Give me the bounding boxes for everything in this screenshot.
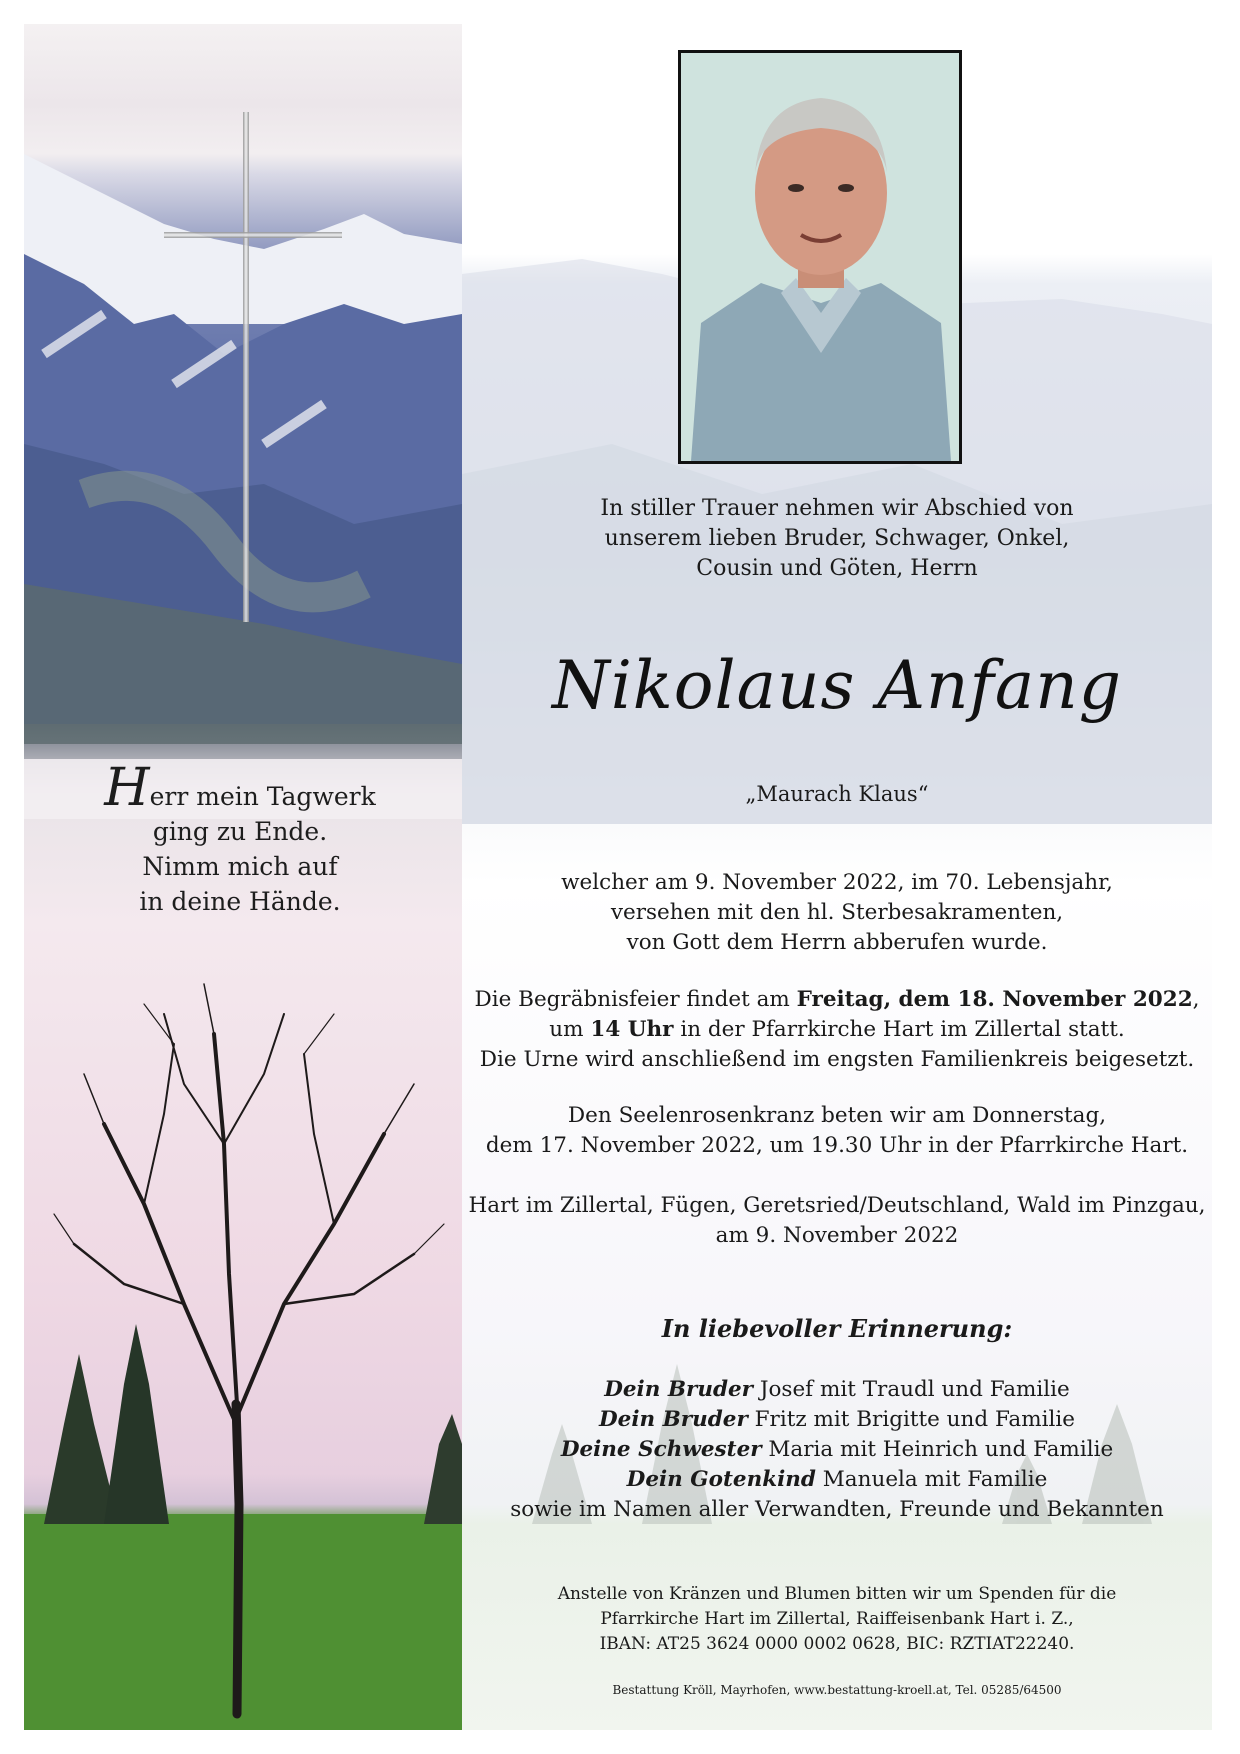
mourner-item bbox=[462, 1375, 1212, 1405]
memory-heading: In liebevoller Erinnerung: bbox=[661, 1314, 1013, 1343]
prayer-line-2: ging zu Ende. bbox=[152, 817, 328, 846]
mourner-names: Josef mit Traudl und Familie bbox=[753, 1377, 1070, 1402]
mourner-item bbox=[462, 1465, 1212, 1495]
funeral-info bbox=[462, 985, 1212, 1075]
death-notice-line-1: welcher am 9. November 2022, im 70. Lebensjahr, bbox=[561, 870, 1113, 895]
portrait-photo bbox=[678, 50, 962, 464]
mourners-list bbox=[462, 1375, 1212, 1525]
mourner-item bbox=[462, 1405, 1212, 1435]
donation-line-3: IBAN: AT25 3624 0000 0002 0628, BIC: RZTIAT22240. bbox=[599, 1634, 1075, 1654]
funeral-line-2-a: um bbox=[549, 1017, 591, 1042]
mourner-relation: Deine Schwester bbox=[560, 1437, 762, 1462]
funeral-line-3: Die Urne wird anschließend im engsten Familienkreis beigesetzt. bbox=[479, 1047, 1195, 1072]
mourner-relation: Dein Gotenkind bbox=[626, 1467, 816, 1492]
place-date-line-1: Hart im Zillertal, Fügen, Geretsried/Deutschland, Wald im Pinzgau, bbox=[468, 1193, 1206, 1218]
rosary-line-2: dem 17. November 2022, um 19.30 Uhr in der Pfarrkirche Hart. bbox=[485, 1133, 1189, 1158]
deceased-nickname: „Maurach Klaus“ bbox=[745, 782, 929, 806]
death-notice-line-2: versehen mit den hl. Sterbesakramenten, bbox=[610, 900, 1064, 925]
portrait-illustration bbox=[681, 53, 959, 461]
prayer-line-3: Nimm mich auf bbox=[142, 852, 338, 881]
intro-line-1: In stiller Trauer nehmen wir Abschied von bbox=[600, 496, 1074, 521]
cross-icon-horizontal bbox=[164, 232, 342, 238]
mourner-item bbox=[462, 1435, 1212, 1465]
funeral-line-2 bbox=[462, 1015, 1212, 1045]
prayer-line-4: in deine Hände. bbox=[139, 887, 341, 916]
intro-line-2: unserem lieben Bruder, Schwager, Onkel, bbox=[604, 526, 1070, 551]
place-date-line-2: am 9. November 2022 bbox=[715, 1223, 959, 1248]
funeral-date: Freitag, dem 18. November 2022 bbox=[796, 987, 1193, 1012]
death-notice-line-3: von Gott dem Herrn abberufen wurde. bbox=[626, 930, 1048, 955]
deceased-name: Nikolaus Anfang bbox=[551, 647, 1123, 724]
intro-text bbox=[462, 494, 1212, 584]
death-notice bbox=[462, 868, 1212, 958]
mourner-names: Maria mit Heinrich und Familie bbox=[761, 1437, 1114, 1462]
funeral-line-1 bbox=[462, 985, 1212, 1015]
rosary-line-1: Den Seelenrosenkranz beten wir am Donnerstag, bbox=[567, 1103, 1107, 1128]
place-date bbox=[462, 1191, 1212, 1251]
mourner-relation: Dein Bruder bbox=[604, 1377, 754, 1402]
mourner-names: Fritz mit Brigitte und Familie bbox=[747, 1407, 1075, 1432]
prayer-line-1 bbox=[70, 758, 410, 818]
funeral-time: 14 Uhr bbox=[590, 1017, 674, 1042]
donation-request bbox=[462, 1582, 1212, 1657]
donation-line-1: Anstelle von Kränzen und Blumen bitten wir um Spenden für die bbox=[557, 1584, 1117, 1604]
mourner-names: Manuela mit Familie bbox=[815, 1467, 1048, 1492]
prayer-initial: H bbox=[104, 758, 150, 818]
intro-line-3: Cousin und Göten, Herrn bbox=[696, 556, 978, 581]
mourner-relation: Dein Bruder bbox=[599, 1407, 748, 1432]
funeral-line-2-c: in der Pfarrkirche Hart im Zillertal statt. bbox=[673, 1017, 1125, 1042]
cross-icon-vertical bbox=[243, 112, 249, 622]
mourners-closing: sowie im Namen aller Verwandten, Freunde und Bekannten bbox=[510, 1497, 1164, 1522]
donation-line-2: Pfarrkirche Hart im Zillertal, Raiffeisenbank Hart i. Z., bbox=[600, 1609, 1074, 1629]
rosary-info bbox=[462, 1101, 1212, 1161]
funeral-line-1-c: , bbox=[1192, 987, 1200, 1012]
undertaker-footer: Bestattung Kröll, Mayrhofen, www.bestattung-kroell.at, Tel. 05285/64500 bbox=[612, 1683, 1062, 1697]
prayer-verse bbox=[70, 758, 410, 919]
funeral-line-1-a: Die Begräbnisfeier findet am bbox=[474, 987, 797, 1012]
prayer-line-1-text: err mein Tagwerk bbox=[149, 782, 376, 811]
